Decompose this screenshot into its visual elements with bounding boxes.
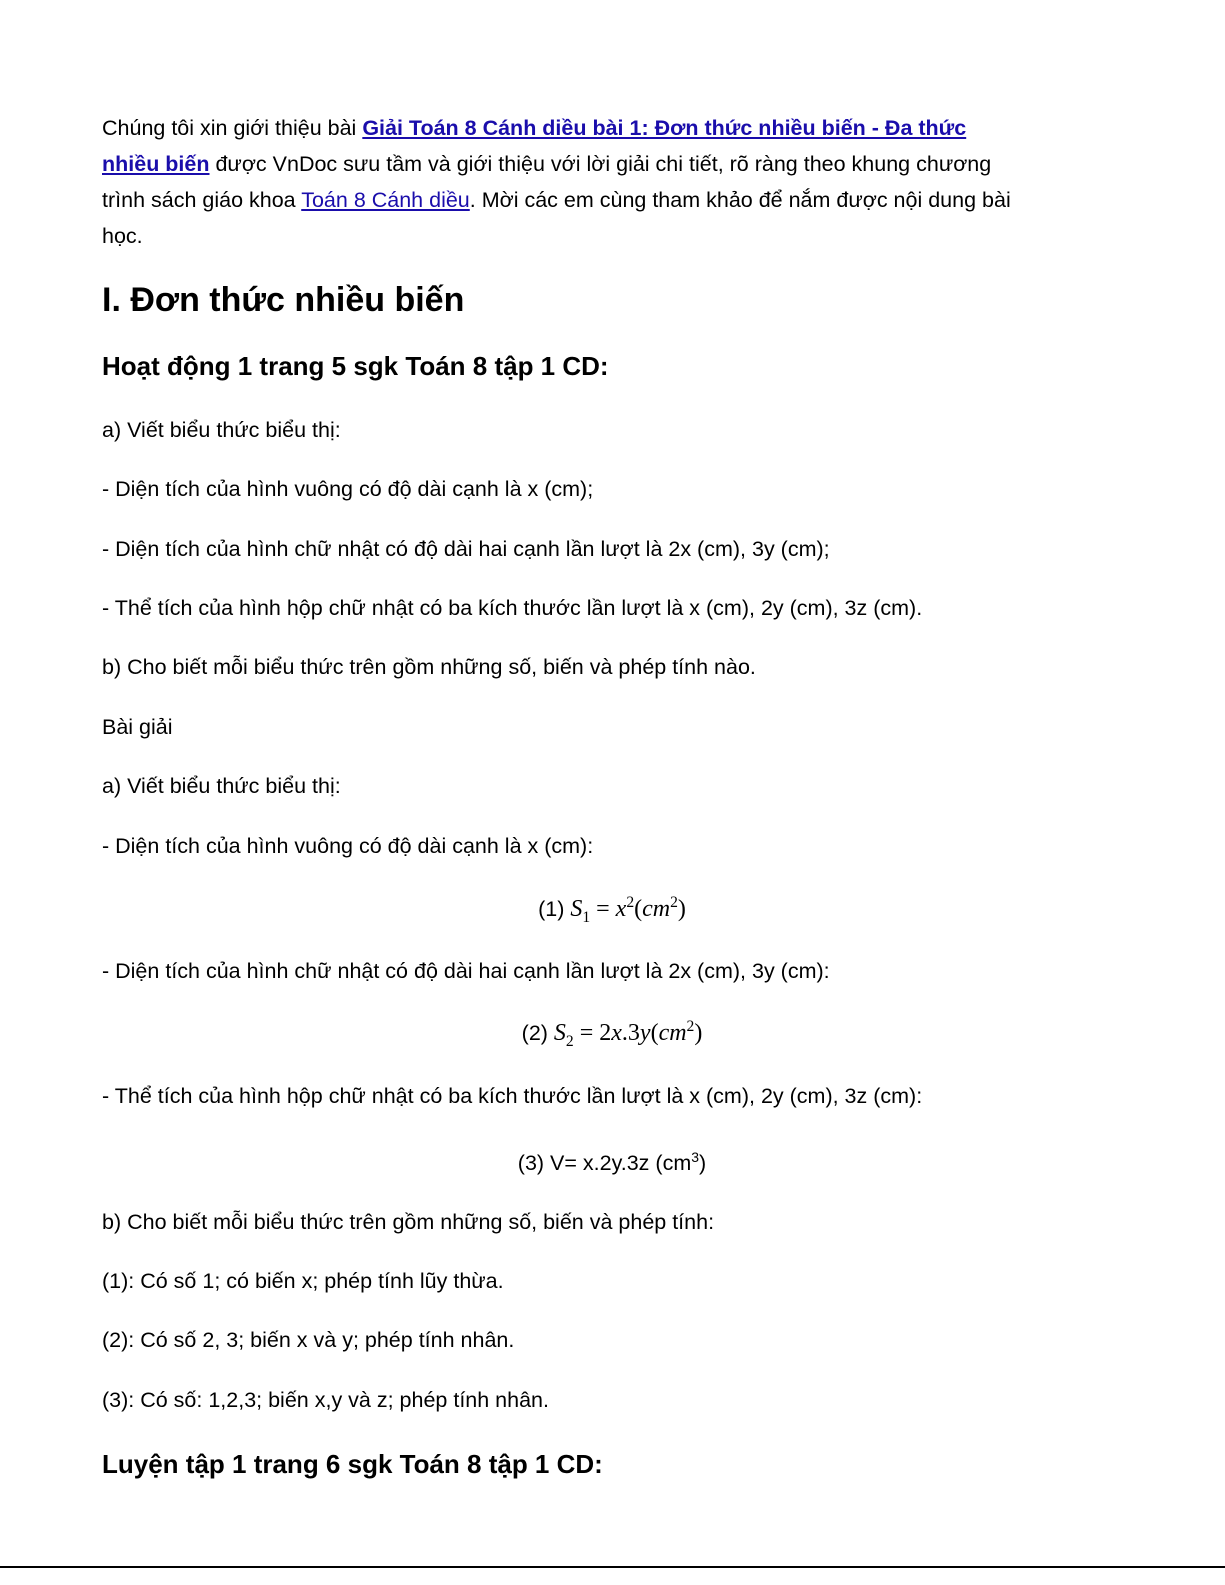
question-b: b) Cho biết mỗi biểu thức trên gồm những số, biến và phép tính nào.	[102, 655, 756, 679]
article-title-link-cont[interactable]: nhiều biến	[102, 152, 210, 176]
equation-1	[102, 891, 1122, 927]
activity-heading: Hoạt động 1 trang 5 sgk Toán 8 tập 1 CD:	[102, 351, 609, 381]
equation-3-text: (3) V= x.2y.3z (cm	[517, 1151, 692, 1175]
section-title: I. Đơn thức nhiều biến	[102, 281, 465, 319]
solution-b2: (2): Có số 2, 3; biến x và y; phép tính nhân.	[102, 1328, 515, 1352]
practice-heading: Luyện tập 1 trang 6 sgk Toán 8 tập 1 CD:	[102, 1449, 603, 1479]
intro-prefix: Chúng tôi xin giới thiệu bài	[102, 116, 363, 140]
solution-a3: - Thể tích của hình hộp chữ nhật có ba kích thước lần lượt là x (cm), 2y (cm), 3z (cm):	[102, 1084, 923, 1108]
question-a1: - Diện tích của hình vuông có độ dài cạnh là x (cm);	[102, 477, 594, 501]
solution-a2: - Diện tích của hình chữ nhật có độ dài hai cạnh lần lượt là 2x (cm), 3y (cm):	[102, 959, 830, 983]
equation-2	[102, 1015, 1122, 1051]
equation-3	[102, 1145, 1122, 1181]
equation-2-formula: $S_2 = 2x.3y(cm^2)$	[553, 1018, 703, 1050]
intro-paragraph	[102, 110, 1117, 254]
equation-1-number: (1)	[538, 897, 571, 921]
solution-b: b) Cho biết mỗi biểu thức trên gồm những số, biến và phép tính:	[102, 1210, 715, 1234]
question-a3: - Thể tích của hình hộp chữ nhật có ba kích thước lần lượt là x (cm), 2y (cm), 3z (cm).	[102, 596, 923, 620]
equation-1-formula: $S_1 = x^2(cm^2)$	[570, 894, 686, 926]
question-a: a) Viết biểu thức biểu thị:	[102, 418, 341, 442]
solution-a: a) Viết biểu thức biểu thị:	[102, 774, 341, 798]
book-link[interactable]: Toán 8 Cánh diều	[301, 188, 470, 212]
equation-3-close: )	[699, 1151, 707, 1175]
intro-line-1	[102, 110, 1117, 146]
equation-3-exponent: 3	[691, 1148, 700, 1165]
intro-line-3	[102, 182, 1117, 218]
intro-line-2	[102, 146, 1117, 182]
intro-line-4: học.	[102, 224, 143, 248]
solution-b3: (3): Có số: 1,2,3; biến x,y và z; phép tính nhân.	[102, 1388, 549, 1412]
solution-label: Bài giải	[102, 715, 173, 739]
article-title-link[interactable]: Giải Toán 8 Cánh diều bài 1: Đơn thức nhiều biến - Đa thức	[362, 116, 967, 140]
equation-2-number: (2)	[521, 1021, 554, 1045]
intro-line3-prefix: trình sách giáo khoa	[102, 188, 302, 212]
question-a2: - Diện tích của hình chữ nhật có độ dài hai cạnh lần lượt là 2x (cm), 3y (cm);	[102, 537, 830, 561]
solution-a1: - Diện tích của hình vuông có độ dài cạnh là x (cm):	[102, 834, 594, 858]
page-bottom-rule	[0, 1566, 1225, 1568]
intro-line3-suffix: . Mời các em cùng tham khảo để nắm được nội dung bài	[469, 188, 1011, 212]
intro-middle: được VnDoc sưu tầm và giới thiệu với lời giải chi tiết, rõ ràng theo khung chương	[209, 152, 992, 176]
solution-b1: (1): Có số 1; có biến x; phép tính lũy thừa.	[102, 1269, 504, 1293]
